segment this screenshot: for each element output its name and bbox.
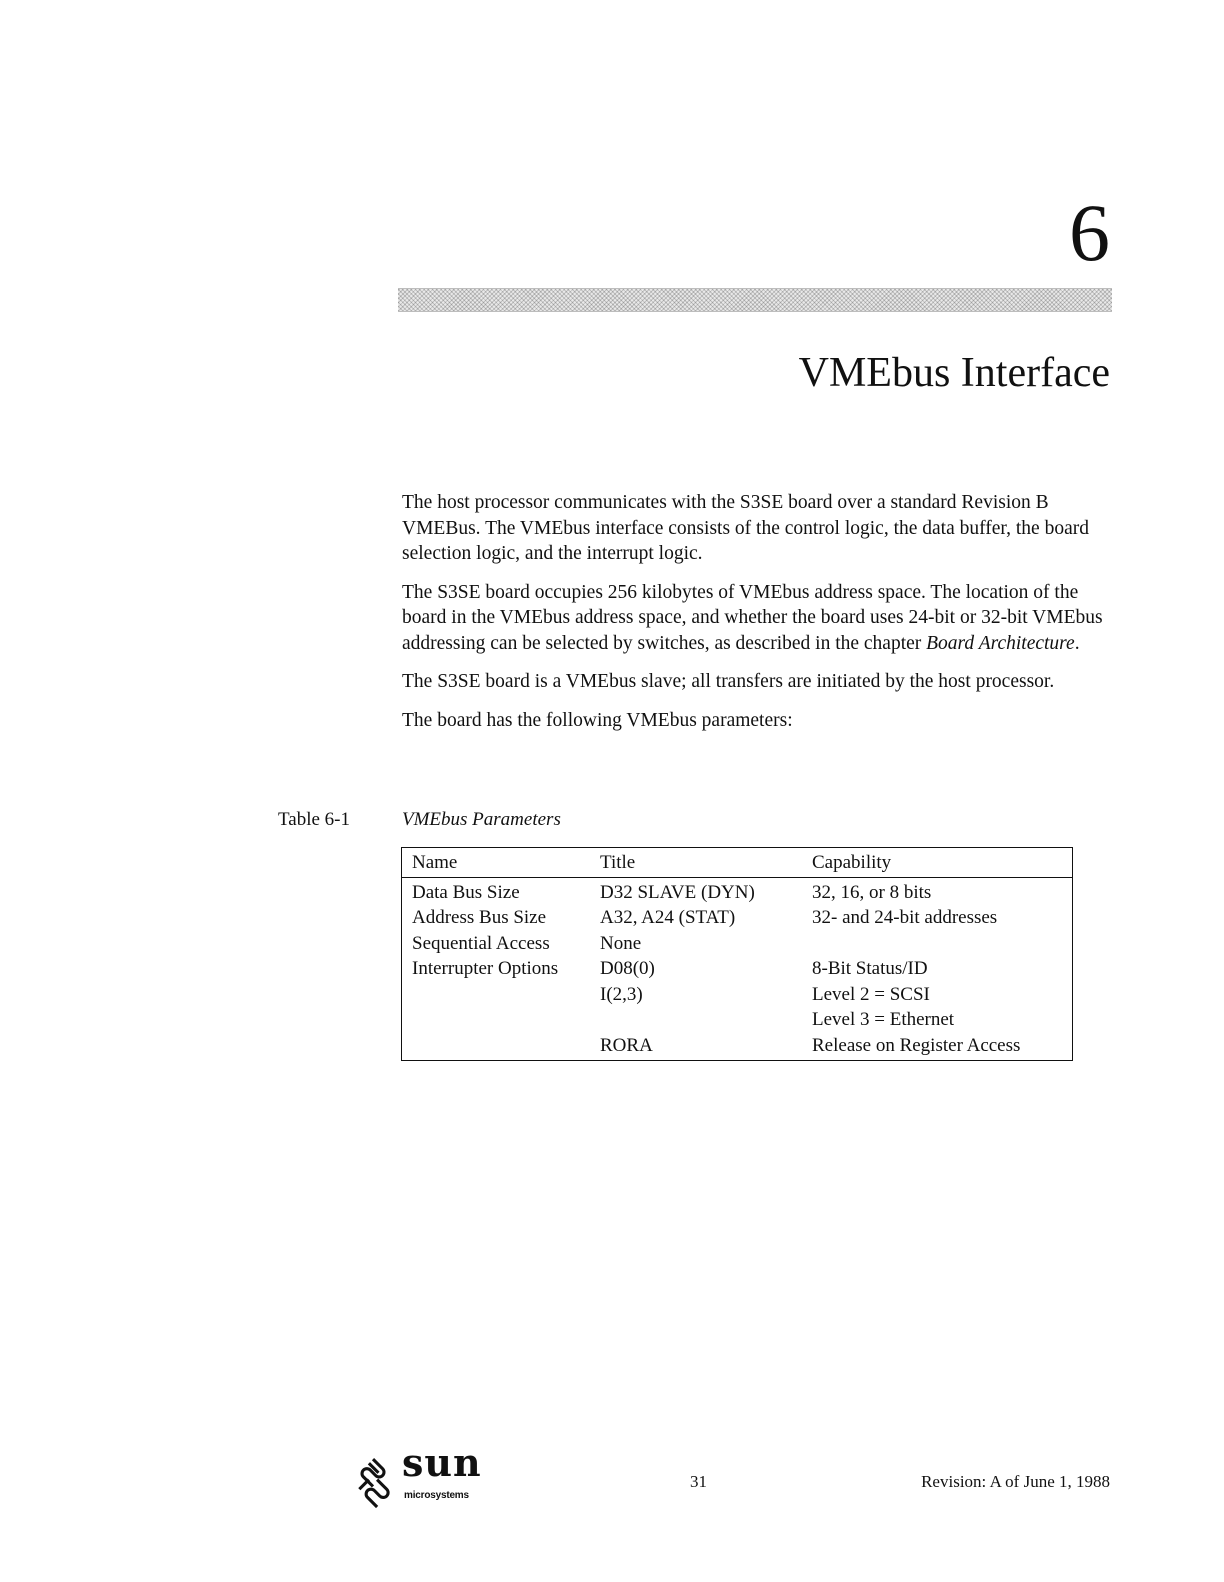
chapter-title: VMEbus Interface xyxy=(798,350,1110,396)
header-name: Name xyxy=(412,852,458,873)
cell-capability: 32, 16, or 8 bits xyxy=(812,881,932,903)
cell-title: I(2,3) xyxy=(600,983,643,1005)
table-row xyxy=(402,1007,1072,1033)
body-text xyxy=(402,490,1112,746)
paragraph-parameters-intro: The board has the following VMEbus parameters: xyxy=(402,709,793,731)
cell-name xyxy=(402,982,600,1008)
cell-capability: Level 2 = SCSI xyxy=(812,983,930,1005)
cell-capability xyxy=(812,931,1072,957)
paragraph-address-space xyxy=(402,580,1112,657)
table-row xyxy=(402,880,1072,906)
cell-title: RORA xyxy=(600,1034,653,1056)
paragraph-slave: The S3SE board is a VMEbus slave; all transfers are initiated by the host processor. xyxy=(402,671,1055,692)
sun-logo-icon xyxy=(344,1452,402,1510)
cell-capability: Level 3 = Ethernet xyxy=(812,1009,955,1030)
cell-title: D32 SLAVE (DYN) xyxy=(600,881,755,903)
table-body xyxy=(402,878,1072,1061)
table-row xyxy=(402,956,1072,982)
cell-name: Data Bus Size xyxy=(412,881,520,903)
table-row xyxy=(402,982,1072,1008)
chapter-rule xyxy=(398,288,1112,312)
vmebus-parameters-table xyxy=(401,847,1073,1061)
sun-logo xyxy=(344,1440,484,1510)
cell-title: D08(0) xyxy=(600,958,655,979)
table-row xyxy=(402,931,1072,957)
header-title: Title xyxy=(600,852,636,873)
cell-name xyxy=(402,1033,600,1059)
paragraph-address-space-end: . xyxy=(1074,632,1080,654)
table-caption: VMEbus Parameters xyxy=(402,809,561,830)
cell-capability: Release on Register Access xyxy=(812,1034,1021,1056)
cell-title: None xyxy=(600,932,642,954)
cell-name: Interrupter Options xyxy=(412,958,559,979)
paragraph-intro: The host processor communicates with the S3SE board over a standard Revision B VMEBus. The VMEbus interface consists of the control logic, the data buffer, the board selection logic, and the interrupt logic. xyxy=(402,492,1089,564)
cell-name: Sequential Access xyxy=(412,932,550,954)
sun-wordmark: sun xyxy=(402,1440,482,1485)
revision-info: Revision: A of June 1, 1988 xyxy=(921,1472,1110,1491)
cell-capability: 8-Bit Status/ID xyxy=(812,958,928,979)
chapter-number: 6 xyxy=(1069,187,1110,278)
sun-wordmark-sub: microsystems xyxy=(404,1490,469,1501)
chapter-reference: Board Architecture xyxy=(926,632,1075,654)
paragraph-address-space-text: The S3SE board occupies 256 kilobytes of VMEbus address space. The location of the board in the VMEbus address space, and whether the board uses 24-bit or 32-bit VMEbus addressing can be selected by switches, as described in the chapter xyxy=(402,581,1103,654)
page-number: 31 xyxy=(690,1472,707,1491)
cell-title: A32, A24 (STAT) xyxy=(600,907,736,928)
table-header-row xyxy=(402,848,1072,878)
header-capability: Capability xyxy=(812,852,892,873)
cell-title xyxy=(600,1007,812,1033)
cell-name xyxy=(402,1007,600,1033)
table-row xyxy=(402,1033,1072,1059)
cell-capability: 32- and 24-bit addresses xyxy=(812,907,998,928)
cell-name: Address Bus Size xyxy=(412,907,547,928)
table-row xyxy=(402,905,1072,931)
table-label: Table 6-1 xyxy=(278,809,351,830)
